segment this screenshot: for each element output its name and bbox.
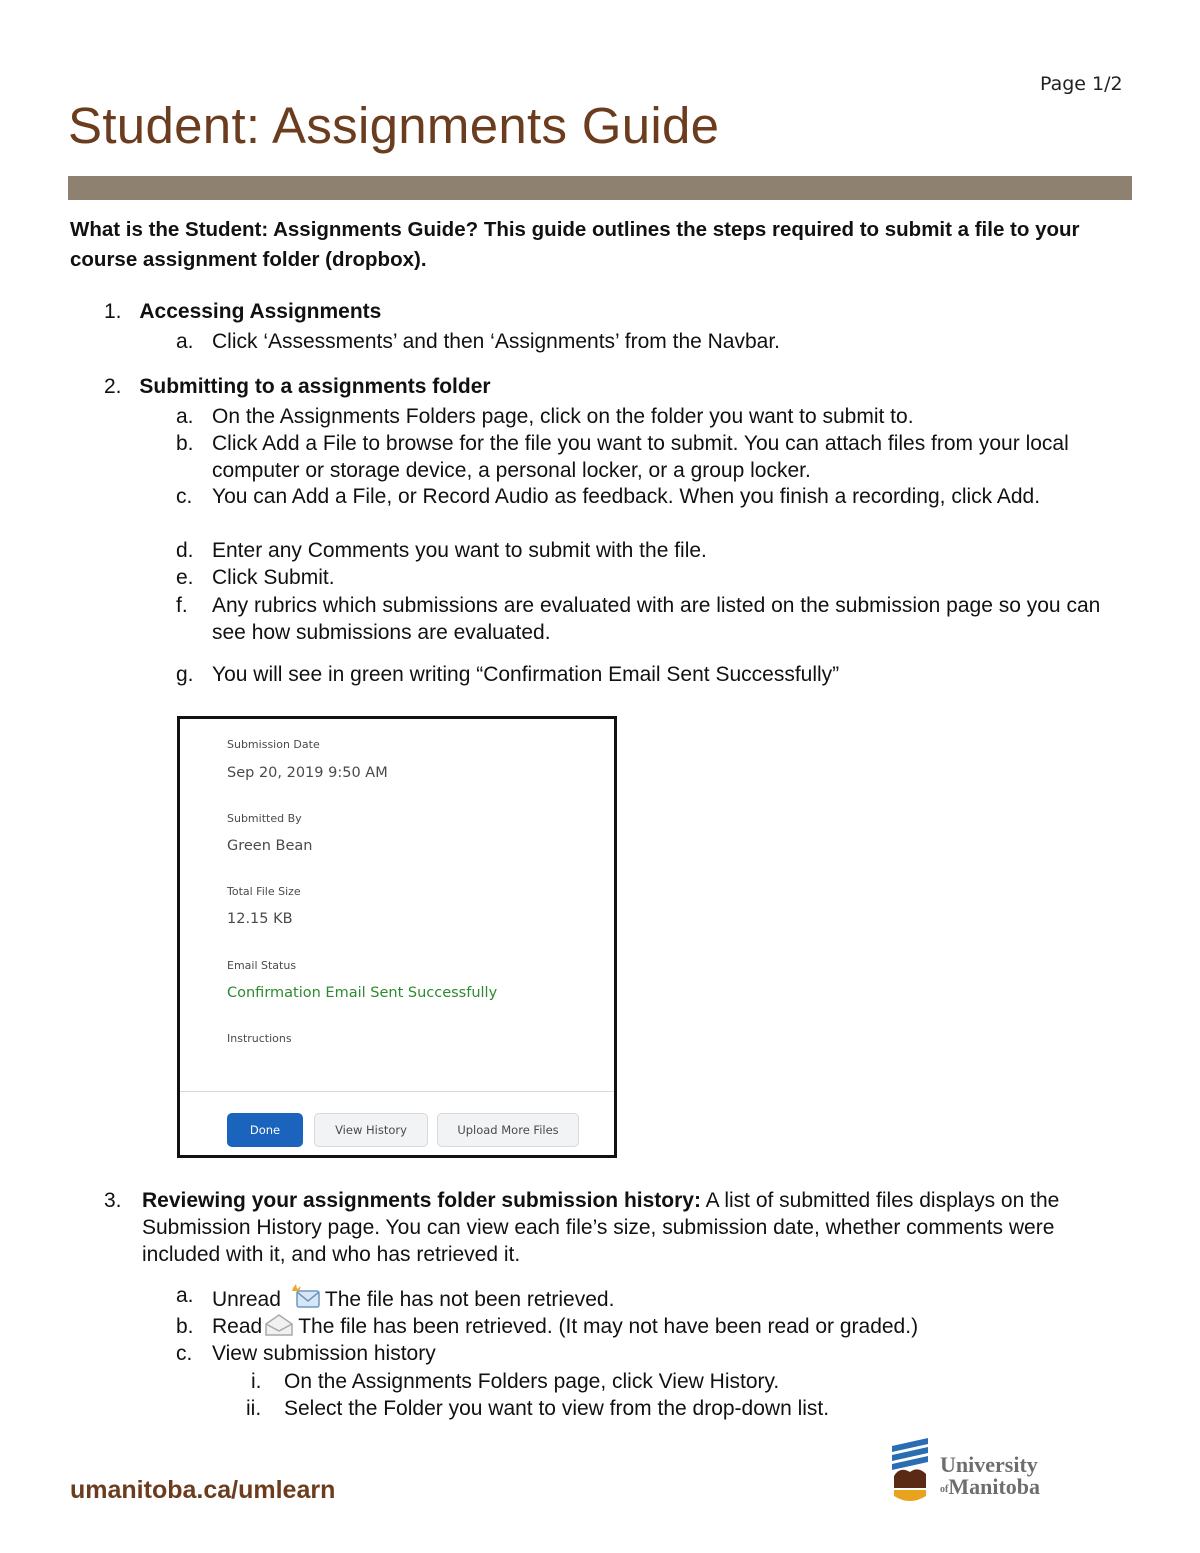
title-divider-bar <box>68 176 1132 200</box>
logo-line-1: University <box>940 1452 1038 1477</box>
list-item-text: On the Assignments Folders page, click on the folder you want to submit to. <box>212 405 914 428</box>
list-item-text: You can Add a File, or Record Audio as feedback. When you finish a recording, click Add. <box>212 485 1041 508</box>
university-logo <box>888 1436 1058 1508</box>
university-crest-icon <box>888 1436 936 1508</box>
intro-paragraph: What is the Student: Assignments Guide? This guide outlines the steps required to submit a file to your course assignment folder (dropbox). <box>70 218 1080 271</box>
section-2-heading <box>104 373 1004 400</box>
list-item-label: Read <box>212 1315 263 1338</box>
list-item-text: Click ‘Assessments’ and then ‘Assignments’ from the Navbar. <box>212 330 781 353</box>
list-marker: b. <box>176 1315 194 1338</box>
done-button[interactable]: Done <box>227 1113 303 1147</box>
list-marker: e. <box>176 566 194 589</box>
submission-date-value: Sep 20, 2019 9:50 AM <box>227 765 388 781</box>
list-marker: i. <box>251 1370 262 1393</box>
section-title: Reviewing your assignments folder submission history: <box>142 1189 701 1212</box>
page-title: Student: Assignments Guide <box>68 97 720 154</box>
view-history-button[interactable]: View History <box>314 1113 428 1147</box>
upload-more-files-button[interactable]: Upload More Files <box>437 1113 579 1147</box>
section-3-heading <box>104 1187 1114 1268</box>
list-item-label: Unread <box>212 1288 281 1311</box>
list-item-text: View submission history <box>212 1342 436 1365</box>
file-size-value: 12.15 KB <box>227 911 293 927</box>
list-marker: g. <box>176 663 194 686</box>
list-marker: b. <box>176 432 194 455</box>
section-3-paragraph <box>142 1187 1114 1268</box>
logo-line-2-text: Manitoba <box>948 1474 1041 1499</box>
list-item-text: Click Add a File to browse for the file you want to submit. You can attach files from your local computer or storage device, a personal locker, or a group locker. <box>212 432 1069 482</box>
logo-line-2 <box>940 1474 1040 1500</box>
section-1-heading <box>104 298 1004 325</box>
list-marker: f. <box>176 594 188 617</box>
list-marker: c. <box>176 1342 193 1365</box>
submission-date-label: Submission Date <box>227 738 320 751</box>
email-status-value: Confirmation Email Sent Successfully <box>227 985 498 1001</box>
section-number: 3. <box>104 1189 122 1212</box>
list-marker: a. <box>176 405 194 428</box>
list-marker: ii. <box>246 1397 262 1420</box>
submitted-by-value: Green Bean <box>227 838 313 854</box>
list-item-text: Enter any Comments you want to submit with the file. <box>212 539 707 562</box>
list-item-text: Select the Folder you want to view from the drop-down list. <box>284 1397 830 1420</box>
list-item-text: On the Assignments Folders page, click View History. <box>284 1370 780 1393</box>
list-marker: a. <box>176 1284 194 1307</box>
page-number: Page 1/2 <box>1040 73 1123 95</box>
submission-screenshot <box>177 716 617 1158</box>
list-item-text: The file has been retrieved. (It may not have been read or graded.) <box>298 1315 919 1338</box>
list-item-text: Any rubrics which submissions are evaluated with are listed on the submission page so you can see how submissions are evaluated. <box>212 594 1101 644</box>
section-body: A list of submitted files displays on the Submission History page. You can view each file’s size, submission date, whether comments were included with it, and who has retrieved it. <box>142 1189 1060 1266</box>
list-marker: c. <box>176 485 193 508</box>
email-status-label: Email Status <box>227 959 297 972</box>
list-item-text: You will see in green writing “Confirmation Email Sent Successfully” <box>212 663 840 686</box>
section-number: 1. <box>104 300 122 323</box>
file-size-label: Total File Size <box>227 885 301 898</box>
section-number: 2. <box>104 375 122 398</box>
logo-line-2-prefix: of <box>940 1484 949 1495</box>
list-item-text: Click Submit. <box>212 566 335 589</box>
submitted-by-label: Submitted By <box>227 812 302 825</box>
unread-envelope-icon <box>287 1282 321 1317</box>
footer-url[interactable]: umanitoba.ca/umlearn <box>70 1476 336 1504</box>
section-title: Accessing Assignments <box>139 300 382 323</box>
list-marker: a. <box>176 330 194 353</box>
panel-divider <box>180 1091 614 1092</box>
list-marker: d. <box>176 539 194 562</box>
instructions-label: Instructions <box>227 1032 292 1045</box>
list-item-text: The file has not been retrieved. <box>324 1288 615 1311</box>
section-title: Submitting to a assignments folder <box>139 375 491 398</box>
